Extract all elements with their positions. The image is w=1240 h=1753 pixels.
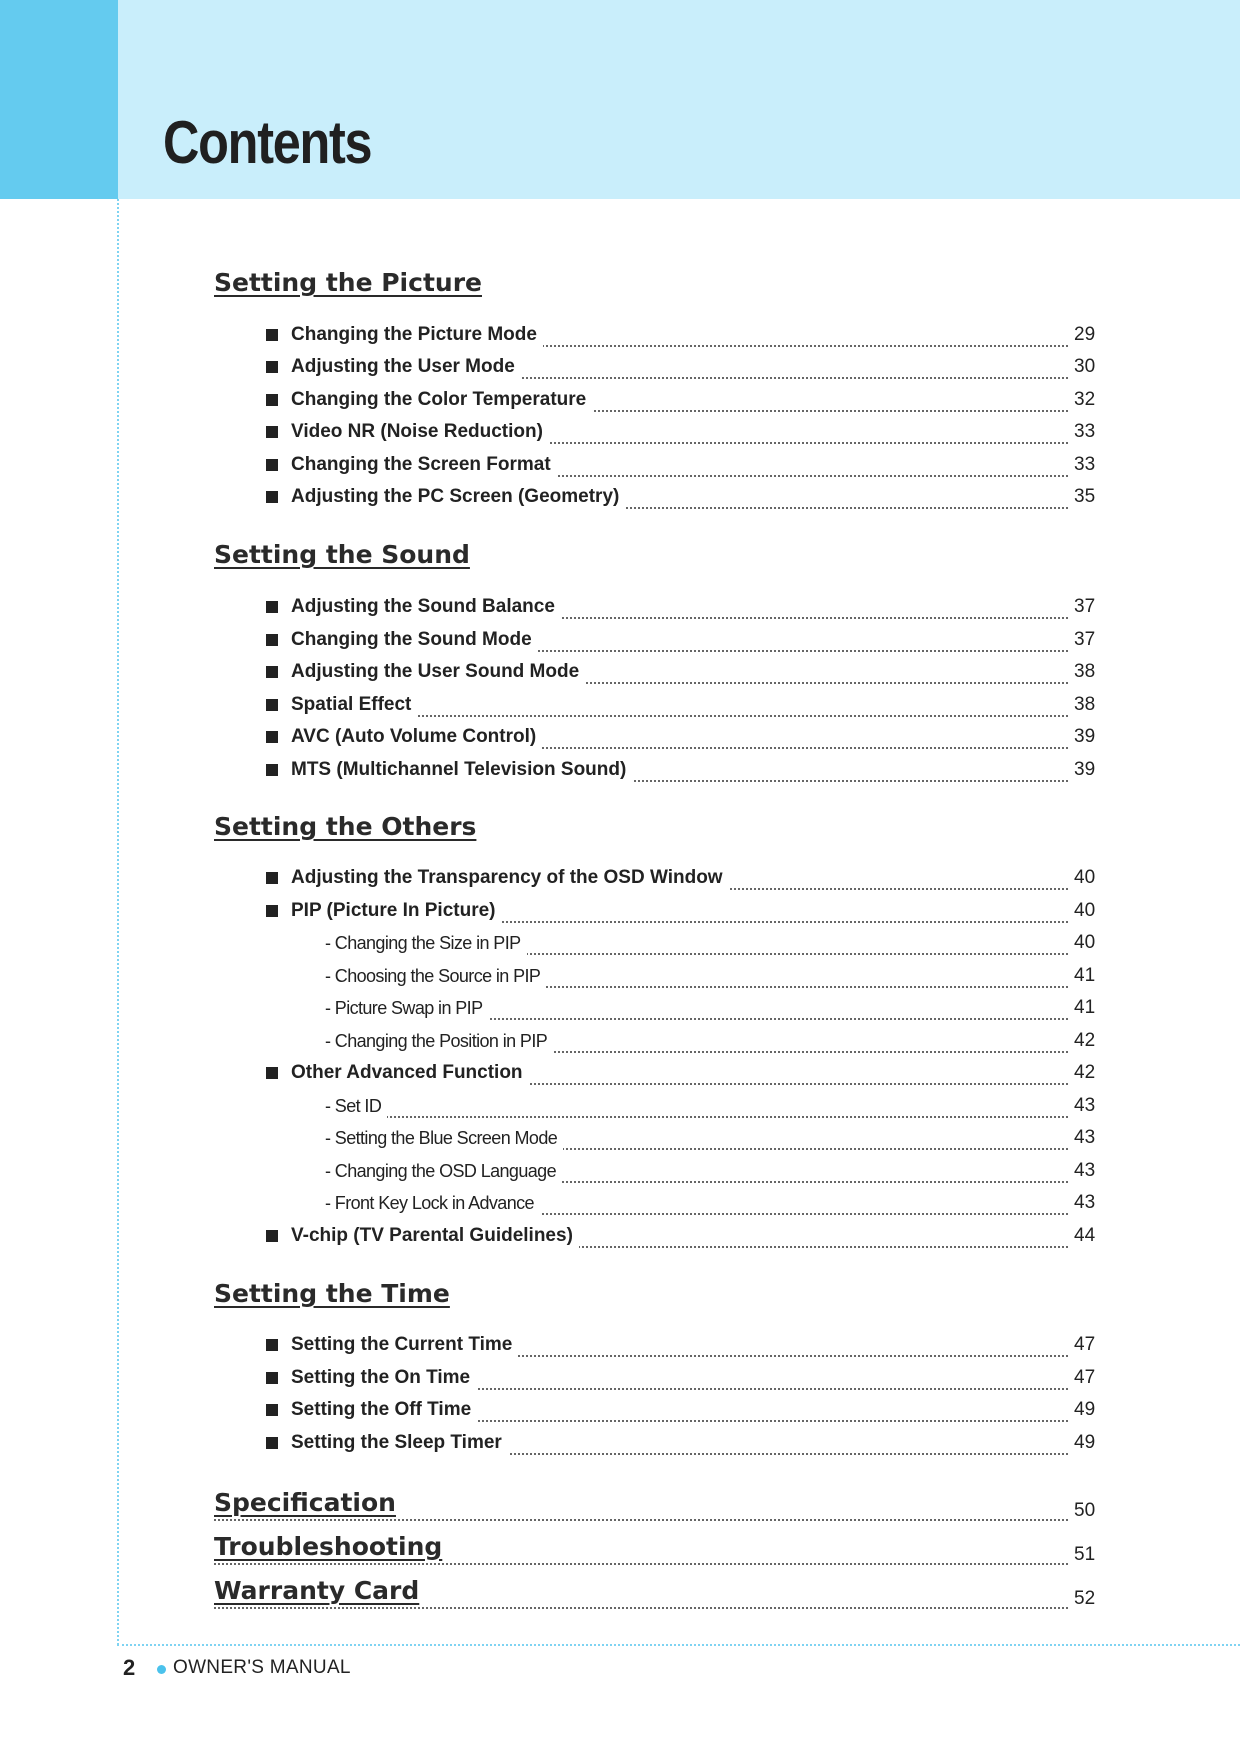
toc-chapter-label: Warranty Card	[214, 1577, 425, 1605]
section-heading-time[interactable]: Setting the Time	[214, 1279, 450, 1308]
square-bullet-icon	[266, 491, 278, 503]
toc-chapter-label: Specification	[214, 1489, 402, 1517]
toc-entry-label: Setting the On Time	[291, 1364, 476, 1392]
corner-accent-block	[0, 0, 118, 199]
toc-entry[interactable]	[0, 658, 1240, 686]
section-heading-picture[interactable]: Setting the Picture	[214, 268, 482, 297]
toc-entry[interactable]	[0, 1331, 1240, 1359]
toc-entry[interactable]	[0, 386, 1240, 414]
toc-subentry[interactable]	[0, 962, 1240, 990]
toc-page-number: 41	[1070, 994, 1095, 1022]
toc-subentry-label: - Front Key Lock in Advance	[325, 1189, 540, 1217]
toc-entry-label: Other Advanced Function	[291, 1059, 529, 1087]
square-bullet-icon	[266, 1437, 278, 1449]
toc-entry-label: Adjusting the User Mode	[291, 353, 521, 381]
square-bullet-icon	[266, 329, 278, 341]
square-bullet-icon	[266, 666, 278, 678]
toc-page-number: 52	[1070, 1585, 1095, 1613]
toc-entry-label: Changing the Picture Mode	[291, 321, 543, 349]
toc-page-number: 42	[1070, 1059, 1095, 1087]
toc-subentry[interactable]	[0, 1189, 1240, 1217]
toc-entry[interactable]	[0, 756, 1240, 784]
toc-subentry-label: - Changing the Size in PIP	[325, 929, 527, 957]
toc-page-number: 30	[1070, 353, 1095, 381]
toc-entry[interactable]	[0, 691, 1240, 719]
toc-entry-label: Spatial Effect	[291, 691, 417, 719]
toc-subentry-label: - Changing the OSD Language	[325, 1157, 562, 1185]
toc-page-number: 33	[1070, 418, 1095, 446]
toc-subentry-label: - Choosing the Source in PIP	[325, 962, 546, 990]
toc-page-number: 40	[1070, 897, 1095, 925]
footer-dot-icon	[157, 1665, 166, 1674]
toc-entry[interactable]	[0, 418, 1240, 446]
toc-entry-label: Setting the Sleep Timer	[291, 1429, 508, 1457]
toc-entry-label: Adjusting the User Sound Mode	[291, 658, 585, 686]
toc-entry[interactable]	[0, 723, 1240, 751]
toc-page-number: 38	[1070, 658, 1095, 686]
toc-page-number: 39	[1070, 756, 1095, 784]
dotted-border-bottom	[117, 1644, 1240, 1646]
toc-entry-label: Adjusting the PC Screen (Geometry)	[291, 483, 625, 511]
toc-entry[interactable]	[0, 1059, 1240, 1087]
toc-subentry[interactable]	[0, 929, 1240, 957]
toc-entry-label: Adjusting the Transparency of the OSD Window	[291, 864, 729, 892]
toc-entry-label: PIP (Picture In Picture)	[291, 897, 501, 925]
toc-chapter-specification[interactable]	[0, 1488, 1240, 1523]
page-title: Contents	[163, 109, 372, 176]
toc-page-number: 51	[1070, 1541, 1095, 1569]
square-bullet-icon	[266, 1404, 278, 1416]
toc-entry[interactable]	[0, 593, 1240, 621]
toc-subentry[interactable]	[0, 1124, 1240, 1152]
toc-entry[interactable]	[0, 1222, 1240, 1250]
toc-page-number: 32	[1070, 386, 1095, 414]
toc-subentry-label: - Changing the Position in PIP	[325, 1027, 553, 1055]
toc-page-number: 40	[1070, 864, 1095, 892]
toc-page-number: 35	[1070, 483, 1095, 511]
toc-chapter-label: Troubleshooting	[214, 1533, 448, 1561]
toc-page-number: 37	[1070, 593, 1095, 621]
toc-entry[interactable]	[0, 864, 1240, 892]
square-bullet-icon	[266, 905, 278, 917]
section-heading-sound[interactable]: Setting the Sound	[214, 540, 470, 569]
square-bullet-icon	[266, 872, 278, 884]
toc-chapter-troubleshooting[interactable]	[0, 1532, 1240, 1567]
toc-page-number: 39	[1070, 723, 1095, 751]
square-bullet-icon	[266, 394, 278, 406]
toc-subentry[interactable]	[0, 1027, 1240, 1055]
toc-page-number: 43	[1070, 1092, 1095, 1120]
square-bullet-icon	[266, 601, 278, 613]
toc-entry[interactable]	[0, 353, 1240, 381]
toc-page-number: 49	[1070, 1429, 1095, 1457]
toc-entry[interactable]	[0, 897, 1240, 925]
toc-page-number: 37	[1070, 626, 1095, 654]
toc-entry-label: Setting the Off Time	[291, 1396, 477, 1424]
footer-page-number: 2	[123, 1655, 136, 1680]
square-bullet-icon	[266, 426, 278, 438]
toc-page-number: 50	[1070, 1497, 1095, 1525]
square-bullet-icon	[266, 764, 278, 776]
section-heading-others[interactable]: Setting the Others	[214, 812, 477, 841]
toc-subentry-label: - Setting the Blue Screen Mode	[325, 1124, 563, 1152]
toc-subentry-label: - Set ID	[325, 1092, 387, 1120]
toc-entry[interactable]	[0, 1429, 1240, 1457]
toc-entry[interactable]	[0, 1364, 1240, 1392]
square-bullet-icon	[266, 634, 278, 646]
square-bullet-icon	[266, 1339, 278, 1351]
dot-leader	[325, 1096, 1068, 1118]
toc-entry[interactable]	[0, 626, 1240, 654]
toc-subentry[interactable]	[0, 1157, 1240, 1185]
footer-manual-label: OWNER'S MANUAL	[173, 1657, 351, 1678]
toc-entry[interactable]	[0, 1396, 1240, 1424]
toc-subentry-label: - Picture Swap in PIP	[325, 994, 488, 1022]
toc-entry-label: V-chip (TV Parental Guidelines)	[291, 1222, 579, 1250]
toc-page-number: 49	[1070, 1396, 1095, 1424]
toc-chapter-warranty-card[interactable]	[0, 1576, 1240, 1611]
square-bullet-icon	[266, 459, 278, 471]
toc-entry-label: Setting the Current Time	[291, 1331, 518, 1359]
square-bullet-icon	[266, 361, 278, 373]
toc-entry-label: Video NR (Noise Reduction)	[291, 418, 549, 446]
square-bullet-icon	[266, 1372, 278, 1384]
toc-page-number: 42	[1070, 1027, 1095, 1055]
toc-entry-label: Changing the Color Temperature	[291, 386, 592, 414]
toc-entry[interactable]	[0, 483, 1240, 511]
toc-page-number: 33	[1070, 451, 1095, 479]
toc-entry-label: Changing the Sound Mode	[291, 626, 538, 654]
toc-entry[interactable]	[0, 321, 1240, 349]
toc-entry[interactable]	[0, 451, 1240, 479]
toc-entry-label: Adjusting the Sound Balance	[291, 593, 561, 621]
toc-page-number: 44	[1070, 1222, 1095, 1250]
square-bullet-icon	[266, 731, 278, 743]
toc-entry-label: Changing the Screen Format	[291, 451, 557, 479]
toc-entry-label: AVC (Auto Volume Control)	[291, 723, 542, 751]
toc-page-number: 43	[1070, 1157, 1095, 1185]
toc-page-number: 47	[1070, 1331, 1095, 1359]
toc-page-number: 47	[1070, 1364, 1095, 1392]
square-bullet-icon	[266, 1067, 278, 1079]
toc-entry-label: MTS (Multichannel Television Sound)	[291, 756, 632, 784]
toc-page-number: 41	[1070, 962, 1095, 990]
toc-page-number: 43	[1070, 1124, 1095, 1152]
square-bullet-icon	[266, 1230, 278, 1242]
toc-page-number: 43	[1070, 1189, 1095, 1217]
toc-page-number: 38	[1070, 691, 1095, 719]
toc-subentry[interactable]	[0, 994, 1240, 1022]
toc-page-number: 40	[1070, 929, 1095, 957]
square-bullet-icon	[266, 699, 278, 711]
toc-subentry[interactable]	[0, 1092, 1240, 1120]
toc-page-number: 29	[1070, 321, 1095, 349]
